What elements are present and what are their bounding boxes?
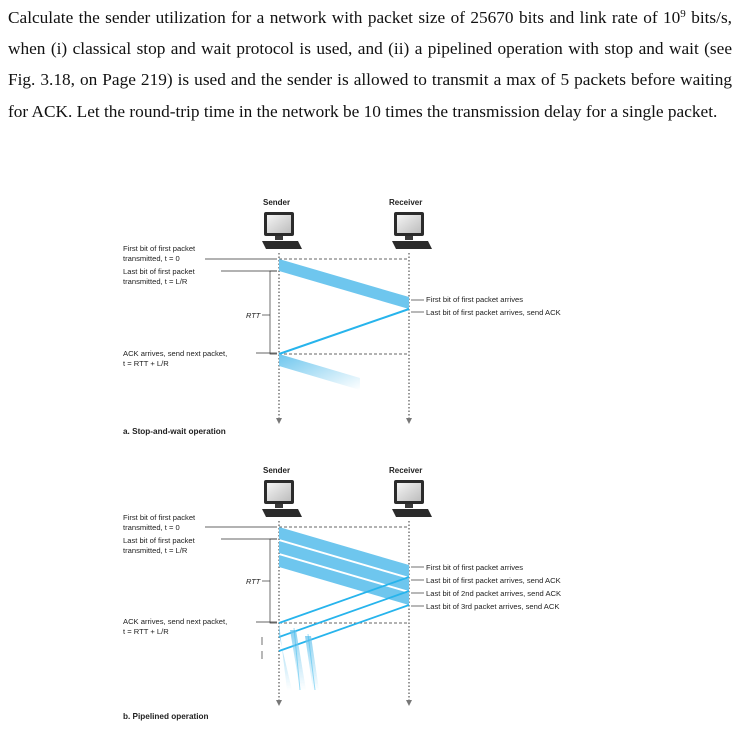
first-bit-time: transmitted, t = 0 [123,523,180,532]
last-bit-time: transmitted, t = L/R [123,277,188,286]
first-bit-time: transmitted, t = 0 [123,254,180,263]
receiver-header: Receiver [389,466,423,475]
sender-computer-icon [262,212,302,249]
next-packets-fading [279,623,319,690]
caption-a: a. Stop-and-wait operation [123,427,226,436]
figure-a [123,198,561,436]
sender-computer-icon [262,480,302,517]
caption-b: b. Pipelined operation [123,712,209,721]
right-label-2: Last bit of first packet arrives, send ACK [426,308,561,317]
right-label-4: Last bit of 3rd packet arrives, send ACK [426,602,560,611]
right-label-3: Last bit of 2nd packet arrives, send ACK [426,589,562,598]
sender-header: Sender [263,466,291,475]
last-bit-time: transmitted, t = L/R [123,546,188,555]
problem-exponent: 9 [680,8,686,20]
problem-intro: Calculate the sender utilization for a network with packet size of 25670 bits and link rate of 10 [8,8,681,27]
sender-timeline-arrow [276,418,282,424]
last-bit-label: Last bit of first packet [123,267,195,276]
right-label-1: First bit of first packet arrives [426,295,524,304]
figure-b [123,466,561,721]
ack-arrives-time: t = RTT + L/R [123,627,169,636]
packet-1-band [279,259,409,309]
first-bit-label: First bit of first packet [123,244,196,253]
ack-line-3 [279,605,409,651]
first-bit-label: First bit of first packet [123,513,196,522]
ack-arrives-label: ACK arrives, send next packet, [123,349,228,358]
ack-arrives-time: t = RTT + L/R [123,359,169,368]
sender-timeline-arrow [276,700,282,706]
next-packet-band [279,354,360,390]
ack-arrives-label: ACK arrives, send next packet, [123,617,228,626]
ack-line-2 [279,591,409,637]
right-label-2: Last bit of first packet arrives, send ACK [426,576,561,585]
rtt-bracket [270,539,277,623]
ack-line [279,309,409,354]
problem-body: bits/s, when (i) classical stop and wait protocol is used, and (ii) a pipelined operation with stop and wait (see Fig. 3.18, on Page 219) is used and the sender is allowed to transmit a max of 5 packets before waiting for ACK. Let the round-trip time in the network be 10 times the transmission delay for a single packet. [8,8,733,121]
sender-header: Sender [263,198,291,207]
rtt-bracket [270,271,277,354]
right-label-1: First bit of first packet arrives [426,563,524,572]
receiver-header: Receiver [389,198,423,207]
receiver-timeline-arrow [406,700,412,706]
receiver-computer-icon [392,480,432,517]
last-bit-label: Last bit of first packet [123,536,195,545]
rtt-label: RTT [246,577,261,586]
receiver-computer-icon [392,212,432,249]
rtt-label: RTT [246,311,261,320]
receiver-timeline-arrow [406,418,412,424]
